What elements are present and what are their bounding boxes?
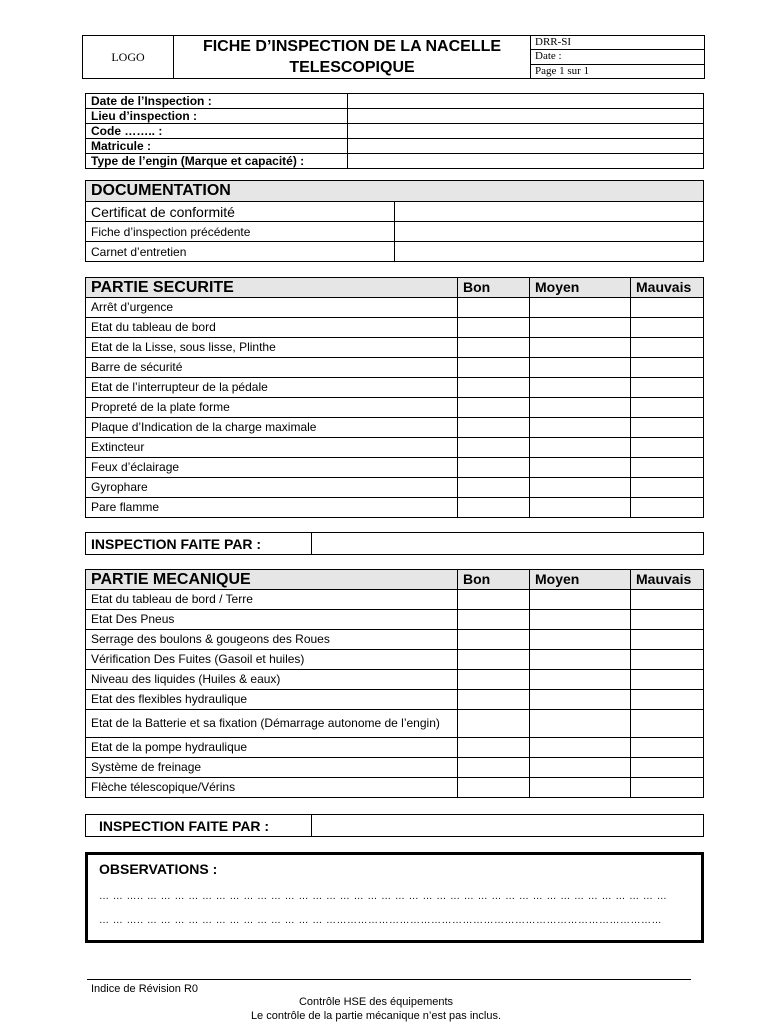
check-cell-moyen[interactable] bbox=[530, 438, 631, 458]
inspection-by-table bbox=[85, 532, 704, 555]
check-item-label: Etat des flexibles hydraulique bbox=[86, 690, 458, 710]
table-row bbox=[86, 358, 704, 378]
check-cell-moyen[interactable] bbox=[530, 710, 631, 738]
check-item-label: Système de freinage bbox=[86, 758, 458, 778]
inspection-by-label: INSPECTION FAITE PAR : bbox=[86, 815, 312, 837]
check-cell-bon[interactable] bbox=[458, 358, 530, 378]
info-label: Type de l’engin (Marque et capacité) : bbox=[86, 154, 348, 169]
check-cell-moyen[interactable] bbox=[530, 398, 631, 418]
document-title bbox=[174, 36, 531, 79]
check-cell-bon[interactable] bbox=[458, 690, 530, 710]
table-row bbox=[86, 590, 704, 610]
table-row bbox=[86, 478, 704, 498]
check-item-label: Etat du tableau de bord / Terre bbox=[86, 590, 458, 610]
securite-table bbox=[85, 277, 704, 518]
info-value-field[interactable] bbox=[348, 94, 704, 109]
table-row bbox=[86, 758, 704, 778]
table-row bbox=[86, 398, 704, 418]
check-item-label: Etat Des Pneus bbox=[86, 610, 458, 630]
check-cell-bon[interactable] bbox=[458, 398, 530, 418]
footer-subtitle: Contrôle HSE des équipements bbox=[298, 996, 454, 1008]
title-line-1: FICHE D’INSPECTION DE LA NACELLE bbox=[202, 38, 502, 55]
check-cell-mauvais[interactable] bbox=[631, 418, 704, 438]
info-label: Code …….. : bbox=[86, 124, 348, 139]
check-cell-moyen[interactable] bbox=[530, 690, 631, 710]
page-number: Page 1 sur 1 bbox=[531, 64, 705, 78]
check-cell-moyen[interactable] bbox=[530, 738, 631, 758]
table-row bbox=[86, 338, 704, 358]
info-value-field[interactable] bbox=[348, 124, 704, 139]
check-item-label: Flèche télescopique/Vérins bbox=[86, 778, 458, 798]
check-cell-bon[interactable] bbox=[458, 438, 530, 458]
check-cell-mauvais[interactable] bbox=[631, 438, 704, 458]
check-cell-bon[interactable] bbox=[458, 298, 530, 318]
info-label: Lieu d’inspection : bbox=[86, 109, 348, 124]
check-item-label: Niveau des liquides (Huiles & eaux) bbox=[86, 670, 458, 690]
check-cell-moyen[interactable] bbox=[530, 378, 631, 398]
info-row bbox=[86, 139, 704, 154]
check-item-label: Etat du tableau de bord bbox=[86, 318, 458, 338]
check-item-label: Etat de la Batterie et sa fixation (Démarrage autonome de l’engin) bbox=[86, 710, 458, 738]
check-cell-bon[interactable] bbox=[458, 710, 530, 738]
check-cell-mauvais[interactable] bbox=[631, 318, 704, 338]
observations-title: OBSERVATIONS : bbox=[99, 861, 218, 877]
check-item-label: Etat de la pompe hydraulique bbox=[86, 738, 458, 758]
check-cell-mauvais[interactable] bbox=[631, 670, 704, 690]
check-cell-mauvais[interactable] bbox=[631, 298, 704, 318]
document-header bbox=[82, 35, 705, 79]
check-cell-moyen[interactable] bbox=[530, 498, 631, 518]
check-cell-bon[interactable] bbox=[458, 498, 530, 518]
check-cell-mauvais[interactable] bbox=[631, 498, 704, 518]
column-header-mauvais: Mauvais bbox=[631, 278, 704, 298]
check-item-label: Plaque d’Indication de la charge maximale bbox=[86, 418, 458, 438]
doc-item-field[interactable] bbox=[395, 242, 704, 262]
info-value-field[interactable] bbox=[348, 109, 704, 124]
doc-item-label: Carnet d’entretien bbox=[86, 242, 395, 262]
inspection-by-field[interactable] bbox=[312, 533, 704, 555]
check-cell-bon[interactable] bbox=[458, 610, 530, 630]
info-row bbox=[86, 124, 704, 139]
check-cell-bon[interactable] bbox=[458, 418, 530, 438]
check-item-label: Arrêt d’urgence bbox=[86, 298, 458, 318]
doc-item-label: Certificat de conformité bbox=[86, 202, 395, 222]
table-row bbox=[86, 630, 704, 650]
check-cell-mauvais[interactable] bbox=[631, 758, 704, 778]
table-row bbox=[86, 498, 704, 518]
check-cell-bon[interactable] bbox=[458, 318, 530, 338]
documentation-table bbox=[85, 180, 704, 262]
check-cell-moyen[interactable] bbox=[530, 610, 631, 630]
info-row bbox=[86, 154, 704, 169]
check-cell-moyen[interactable] bbox=[530, 590, 631, 610]
check-cell-mauvais[interactable] bbox=[631, 458, 704, 478]
check-cell-bon[interactable] bbox=[458, 630, 530, 650]
doc-item-field[interactable] bbox=[395, 202, 704, 222]
check-cell-mauvais[interactable] bbox=[631, 630, 704, 650]
footer-divider bbox=[87, 979, 691, 980]
check-cell-bon[interactable] bbox=[458, 758, 530, 778]
table-row bbox=[86, 438, 704, 458]
column-header-bon: Bon bbox=[458, 570, 530, 590]
table-row bbox=[86, 610, 704, 630]
check-cell-mauvais[interactable] bbox=[631, 398, 704, 418]
title-line-2: TELESCOPIQUE bbox=[289, 59, 415, 76]
check-item-label: Barre de sécurité bbox=[86, 358, 458, 378]
check-cell-mauvais[interactable] bbox=[631, 358, 704, 378]
check-cell-moyen[interactable] bbox=[530, 358, 631, 378]
table-row bbox=[86, 778, 704, 798]
column-header-bon: Bon bbox=[458, 278, 530, 298]
table-row bbox=[86, 222, 704, 242]
table-row bbox=[86, 650, 704, 670]
check-cell-mauvais[interactable] bbox=[631, 610, 704, 630]
check-item-label: Etat de la Lisse, sous lisse, Plinthe bbox=[86, 338, 458, 358]
section-title-securite: PARTIE SECURITE bbox=[86, 278, 458, 298]
table-row bbox=[86, 458, 704, 478]
check-cell-moyen[interactable] bbox=[530, 418, 631, 438]
footer-note: Le contrôle de la partie mécanique n’est pas inclus. bbox=[250, 1010, 502, 1022]
info-value-field[interactable] bbox=[348, 139, 704, 154]
check-cell-bon[interactable] bbox=[458, 378, 530, 398]
check-cell-bon[interactable] bbox=[458, 458, 530, 478]
check-cell-bon[interactable] bbox=[458, 778, 530, 798]
table-row bbox=[86, 378, 704, 398]
inspection-by-label: INSPECTION FAITE PAR : bbox=[86, 533, 312, 555]
info-label: Matricule : bbox=[86, 139, 348, 154]
column-header-moyen: Moyen bbox=[530, 278, 631, 298]
revision-index: Indice de Révision R0 bbox=[91, 983, 199, 995]
check-item-label: Feux d’éclairage bbox=[86, 458, 458, 478]
inspection-by-field[interactable] bbox=[312, 815, 704, 837]
check-cell-moyen[interactable] bbox=[530, 478, 631, 498]
observations-line-1: … … ….. … … … … … … … … … … … … … … … … … … … … … … … … … … … … … … … … … … … … … … bbox=[99, 891, 668, 902]
check-cell-moyen[interactable] bbox=[530, 650, 631, 670]
check-cell-bon[interactable] bbox=[458, 478, 530, 498]
document-reference: DRR-SI bbox=[531, 36, 705, 50]
check-cell-mauvais[interactable] bbox=[631, 338, 704, 358]
observations-box[interactable] bbox=[85, 852, 704, 943]
check-cell-mauvais[interactable] bbox=[631, 738, 704, 758]
info-label: Date de l’Inspection : bbox=[86, 94, 348, 109]
info-row bbox=[86, 94, 704, 109]
document-date: Date : bbox=[531, 50, 705, 64]
check-cell-bon[interactable] bbox=[458, 650, 530, 670]
table-row bbox=[86, 710, 704, 738]
table-row bbox=[86, 690, 704, 710]
check-cell-moyen[interactable] bbox=[530, 670, 631, 690]
check-cell-mauvais[interactable] bbox=[631, 690, 704, 710]
check-cell-moyen[interactable] bbox=[530, 458, 631, 478]
check-item-label: Etat de l’interrupteur de la pédale bbox=[86, 378, 458, 398]
check-cell-mauvais[interactable] bbox=[631, 778, 704, 798]
check-item-label: Propreté de la plate forme bbox=[86, 398, 458, 418]
inspection-by-table bbox=[85, 814, 704, 837]
check-cell-moyen[interactable] bbox=[530, 778, 631, 798]
check-cell-moyen[interactable] bbox=[530, 630, 631, 650]
check-cell-moyen[interactable] bbox=[530, 318, 631, 338]
logo-placeholder: LOGO bbox=[83, 36, 174, 79]
table-row bbox=[86, 318, 704, 338]
check-cell-mauvais[interactable] bbox=[631, 478, 704, 498]
section-title-documentation: DOCUMENTATION bbox=[86, 181, 704, 202]
table-row bbox=[86, 738, 704, 758]
check-cell-moyen[interactable] bbox=[530, 338, 631, 358]
identification-table bbox=[85, 93, 704, 169]
check-cell-mauvais[interactable] bbox=[631, 590, 704, 610]
info-row bbox=[86, 109, 704, 124]
check-cell-bon[interactable] bbox=[458, 590, 530, 610]
check-cell-mauvais[interactable] bbox=[631, 650, 704, 670]
table-row bbox=[86, 242, 704, 262]
table-row bbox=[86, 298, 704, 318]
check-cell-bon[interactable] bbox=[458, 338, 530, 358]
check-cell-mauvais[interactable] bbox=[631, 710, 704, 738]
check-item-label: Vérification Des Fuites (Gasoil et huiles) bbox=[86, 650, 458, 670]
column-header-mauvais: Mauvais bbox=[631, 570, 704, 590]
check-item-label: Pare flamme bbox=[86, 498, 458, 518]
table-row bbox=[86, 202, 704, 222]
check-cell-moyen[interactable] bbox=[530, 298, 631, 318]
check-cell-mauvais[interactable] bbox=[631, 378, 704, 398]
check-cell-bon[interactable] bbox=[458, 738, 530, 758]
check-item-label: Extincteur bbox=[86, 438, 458, 458]
check-item-label: Serrage des boulons & gougeons des Roues bbox=[86, 630, 458, 650]
check-cell-bon[interactable] bbox=[458, 670, 530, 690]
check-item-label: Gyrophare bbox=[86, 478, 458, 498]
check-cell-moyen[interactable] bbox=[530, 758, 631, 778]
column-header-moyen: Moyen bbox=[530, 570, 631, 590]
mecanique-table bbox=[85, 569, 704, 798]
table-row bbox=[86, 670, 704, 690]
doc-item-field[interactable] bbox=[395, 222, 704, 242]
table-row bbox=[86, 418, 704, 438]
doc-item-label: Fiche d’inspection précédente bbox=[86, 222, 395, 242]
observations-line-2: … … ….. … … … … … … … … … … … … … …………………………………………………………………………………… bbox=[99, 915, 663, 926]
section-title-mecanique: PARTIE MECANIQUE bbox=[86, 570, 458, 590]
info-value-field[interactable] bbox=[348, 154, 704, 169]
